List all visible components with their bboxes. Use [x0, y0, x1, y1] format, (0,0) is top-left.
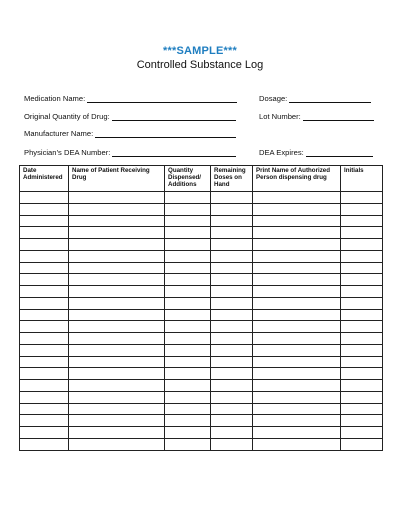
table-cell[interactable]: [341, 203, 383, 215]
table-cell[interactable]: [211, 203, 253, 215]
table-row: [20, 227, 383, 239]
table-cell[interactable]: [165, 391, 211, 403]
table-row: [20, 203, 383, 215]
table-cell[interactable]: [20, 438, 69, 450]
table-cell[interactable]: [69, 427, 165, 439]
table-cell[interactable]: [341, 380, 383, 392]
medication-name-label: Medication Name:: [24, 94, 86, 103]
table-cell[interactable]: [341, 297, 383, 309]
table-row: [20, 321, 383, 333]
table-cell[interactable]: [69, 321, 165, 333]
table-cell[interactable]: [69, 239, 165, 251]
table-cell[interactable]: [69, 344, 165, 356]
table-cell[interactable]: [165, 215, 211, 227]
table-cell[interactable]: [253, 380, 341, 392]
table-row: [20, 286, 383, 298]
table-cell[interactable]: [253, 415, 341, 427]
table-cell[interactable]: [211, 274, 253, 286]
table-cell[interactable]: [341, 215, 383, 227]
dosage-label: Dosage:: [259, 94, 288, 103]
table-cell[interactable]: [211, 344, 253, 356]
table-row: [20, 368, 383, 380]
table-cell[interactable]: [341, 403, 383, 415]
table-cell[interactable]: [211, 262, 253, 274]
table-row: [20, 239, 383, 251]
table-cell[interactable]: [253, 403, 341, 415]
table-row: [20, 274, 383, 286]
table-row: [20, 250, 383, 262]
dea-expires-blank[interactable]: [306, 149, 373, 157]
table-row: [20, 297, 383, 309]
original-quantity-label: Original Quantity of Drug:: [24, 112, 110, 121]
table-cell[interactable]: [211, 250, 253, 262]
table-row: [20, 309, 383, 321]
table-cell[interactable]: [69, 227, 165, 239]
table-cell[interactable]: [165, 297, 211, 309]
table-row: [20, 333, 383, 345]
table-cell[interactable]: [20, 250, 69, 262]
table-cell[interactable]: [211, 297, 253, 309]
table-cell[interactable]: [165, 262, 211, 274]
table-cell[interactable]: [253, 239, 341, 251]
table-cell[interactable]: [211, 356, 253, 368]
table-cell[interactable]: [165, 438, 211, 450]
table-row: [20, 415, 383, 427]
manufacturer-name-field[interactable]: [24, 129, 236, 138]
table-cell[interactable]: [20, 203, 69, 215]
table-cell[interactable]: [69, 274, 165, 286]
table-cell[interactable]: [165, 368, 211, 380]
dea-expires-label: DEA Expires:: [259, 148, 304, 157]
table-cell[interactable]: [341, 427, 383, 439]
table-cell[interactable]: [341, 192, 383, 204]
table-cell[interactable]: [341, 438, 383, 450]
table-cell[interactable]: [253, 368, 341, 380]
dosage-field[interactable]: [259, 94, 371, 103]
table-cell[interactable]: [211, 321, 253, 333]
table-cell[interactable]: [20, 274, 69, 286]
table-cell[interactable]: [341, 262, 383, 274]
table-cell[interactable]: [69, 356, 165, 368]
table-row: [20, 344, 383, 356]
table-cell[interactable]: [69, 438, 165, 450]
table-cell[interactable]: [20, 344, 69, 356]
table-cell[interactable]: [253, 297, 341, 309]
table-cell[interactable]: [341, 274, 383, 286]
original-quantity-field[interactable]: [24, 112, 236, 121]
table-cell[interactable]: [253, 391, 341, 403]
table-cell[interactable]: [20, 215, 69, 227]
table-row: [20, 192, 383, 204]
table-body: [20, 192, 383, 451]
table-cell[interactable]: [20, 356, 69, 368]
dea-expires-field[interactable]: [259, 148, 373, 157]
table-cell[interactable]: [20, 391, 69, 403]
table-cell[interactable]: [165, 403, 211, 415]
dosage-blank[interactable]: [289, 95, 371, 103]
table-cell[interactable]: [69, 215, 165, 227]
table-cell[interactable]: [253, 192, 341, 204]
table-cell[interactable]: [165, 415, 211, 427]
table-cell[interactable]: [165, 192, 211, 204]
manufacturer-name-label: Manufacturer Name:: [24, 129, 94, 138]
table-cell[interactable]: [165, 356, 211, 368]
table-cell[interactable]: [69, 391, 165, 403]
table-cell[interactable]: [253, 262, 341, 274]
physician-dea-label: Physician’s DEA Number:: [24, 148, 111, 157]
table-cell[interactable]: [211, 403, 253, 415]
table-cell[interactable]: [69, 262, 165, 274]
table-cell[interactable]: [211, 227, 253, 239]
table-cell[interactable]: [165, 427, 211, 439]
table-cell[interactable]: [253, 203, 341, 215]
table-cell[interactable]: [341, 356, 383, 368]
table-cell[interactable]: [20, 321, 69, 333]
table-cell[interactable]: [20, 380, 69, 392]
table-cell[interactable]: [69, 250, 165, 262]
table-cell[interactable]: [341, 250, 383, 262]
table-cell[interactable]: [341, 391, 383, 403]
table-cell[interactable]: [69, 286, 165, 298]
table-cell[interactable]: [165, 227, 211, 239]
table-cell[interactable]: [341, 333, 383, 345]
table-cell[interactable]: [20, 297, 69, 309]
table-row: [20, 391, 383, 403]
table-row: [20, 356, 383, 368]
table-cell[interactable]: [211, 415, 253, 427]
table-row: [20, 262, 383, 274]
physician-dea-field[interactable]: [24, 148, 236, 157]
table-cell[interactable]: [165, 309, 211, 321]
table-cell[interactable]: [165, 274, 211, 286]
table-cell[interactable]: [20, 286, 69, 298]
medication-name-blank[interactable]: [87, 95, 237, 103]
table-cell[interactable]: [341, 239, 383, 251]
column-header-initials: Initials: [341, 166, 383, 192]
table-cell[interactable]: [20, 415, 69, 427]
table-cell[interactable]: [20, 403, 69, 415]
table-header-row: [20, 166, 383, 192]
table-cell[interactable]: [69, 403, 165, 415]
table-cell[interactable]: [165, 333, 211, 345]
table-cell[interactable]: [165, 321, 211, 333]
lot-number-label: Lot Number:: [259, 112, 301, 121]
table-cell[interactable]: [20, 227, 69, 239]
table-cell[interactable]: [69, 203, 165, 215]
column-header-quantity: Quantity Dispensed/ Additions: [165, 166, 211, 192]
table-row: [20, 427, 383, 439]
sample-watermark-heading: ***SAMPLE***: [163, 45, 237, 57]
table-cell[interactable]: [69, 333, 165, 345]
table-cell[interactable]: [341, 227, 383, 239]
column-header-remaining-doses: Remaining Doses on Hand: [211, 166, 253, 192]
table-cell[interactable]: [211, 286, 253, 298]
table-cell[interactable]: [253, 250, 341, 262]
table-cell[interactable]: [253, 356, 341, 368]
page-title: Controlled Substance Log: [136, 59, 264, 71]
table-cell[interactable]: [211, 380, 253, 392]
table-cell[interactable]: [253, 274, 341, 286]
table-cell[interactable]: [211, 391, 253, 403]
table-cell[interactable]: [211, 333, 253, 345]
table-row: [20, 380, 383, 392]
column-header-authorized-person: Print Name of Authorized Person dispensing drug: [253, 166, 341, 192]
column-header-date: Date Administered: [20, 166, 69, 192]
table-cell[interactable]: [69, 415, 165, 427]
table-cell[interactable]: [211, 215, 253, 227]
lot-number-blank[interactable]: [303, 113, 374, 121]
table-cell[interactable]: [253, 227, 341, 239]
table-cell[interactable]: [341, 309, 383, 321]
medication-name-field[interactable]: [24, 94, 237, 103]
table-cell[interactable]: [253, 438, 341, 450]
table-cell[interactable]: [20, 333, 69, 345]
column-header-patient-name: Name of Patient Receiving Drug: [69, 166, 165, 192]
table-cell[interactable]: [253, 321, 341, 333]
table-cell[interactable]: [211, 427, 253, 439]
lot-number-field[interactable]: [259, 112, 374, 121]
table-cell[interactable]: [165, 239, 211, 251]
table-cell[interactable]: [211, 368, 253, 380]
table-cell[interactable]: [165, 203, 211, 215]
table-cell[interactable]: [341, 321, 383, 333]
table-cell[interactable]: [20, 239, 69, 251]
table-cell[interactable]: [165, 380, 211, 392]
controlled-substance-log-table: [19, 165, 383, 451]
table-cell[interactable]: [341, 368, 383, 380]
table-cell[interactable]: [165, 286, 211, 298]
table-cell[interactable]: [69, 309, 165, 321]
table-cell[interactable]: [69, 297, 165, 309]
physician-dea-blank[interactable]: [112, 149, 236, 157]
table-row: [20, 438, 383, 450]
table-cell[interactable]: [165, 344, 211, 356]
table-cell[interactable]: [253, 333, 341, 345]
table-cell[interactable]: [253, 215, 341, 227]
table-cell[interactable]: [20, 427, 69, 439]
table-cell[interactable]: [341, 344, 383, 356]
table-cell[interactable]: [211, 309, 253, 321]
table-cell[interactable]: [20, 262, 69, 274]
table-cell[interactable]: [253, 427, 341, 439]
table-cell[interactable]: [69, 380, 165, 392]
original-quantity-blank[interactable]: [112, 113, 236, 121]
table-cell[interactable]: [69, 368, 165, 380]
table-cell[interactable]: [253, 309, 341, 321]
table-cell[interactable]: [253, 286, 341, 298]
table-row: [20, 403, 383, 415]
table-cell[interactable]: [20, 368, 69, 380]
table-cell[interactable]: [253, 344, 341, 356]
table-cell[interactable]: [211, 438, 253, 450]
table-cell[interactable]: [165, 250, 211, 262]
table-cell[interactable]: [20, 309, 69, 321]
table-row: [20, 215, 383, 227]
table-cell[interactable]: [211, 192, 253, 204]
table-cell[interactable]: [20, 192, 69, 204]
table-cell[interactable]: [211, 239, 253, 251]
table-cell[interactable]: [69, 192, 165, 204]
table-cell[interactable]: [341, 286, 383, 298]
table-cell[interactable]: [341, 415, 383, 427]
manufacturer-name-blank[interactable]: [95, 130, 236, 138]
